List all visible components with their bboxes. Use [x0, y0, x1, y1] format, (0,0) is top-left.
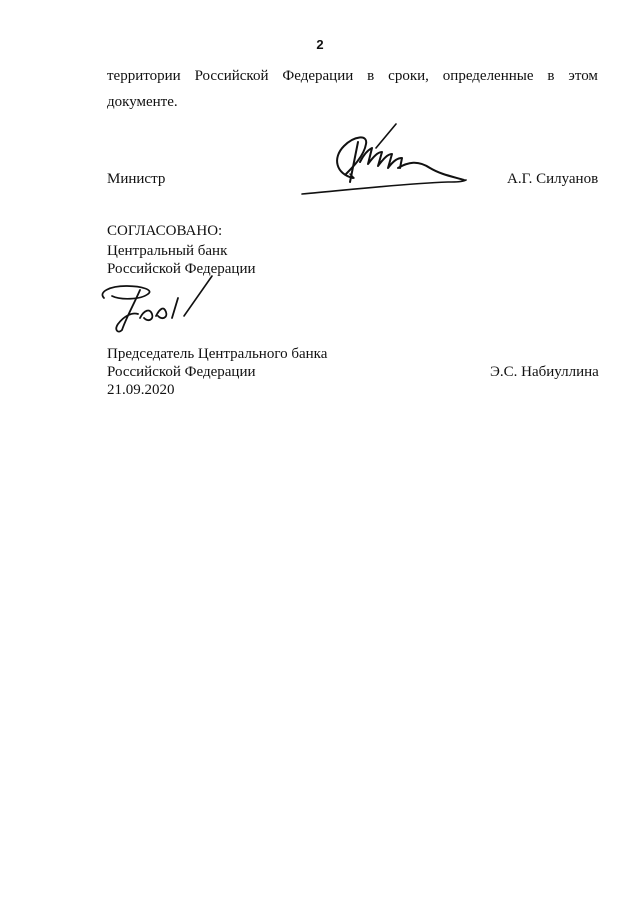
paragraph-word: сроки, — [388, 68, 429, 84]
approval-org-line-2: Российской Федерации — [107, 261, 256, 277]
paragraph-word: территории — [107, 68, 181, 84]
signer-title-line-1: Председатель Центрального банка — [107, 346, 328, 362]
paragraph-line-2: документе. — [107, 94, 178, 110]
paragraph-word: Федерации — [282, 68, 354, 84]
approval-signature — [96, 270, 221, 338]
minister-signature — [298, 118, 473, 200]
approval-org-line-1: Центральный банк — [107, 243, 228, 259]
paragraph-line-1 — [107, 64, 598, 88]
page-number: 2 — [316, 37, 324, 52]
paragraph-word: этом — [568, 68, 598, 84]
minister-name: А.Г. Силуанов — [507, 171, 599, 187]
approval-date: 21.09.2020 — [107, 382, 175, 398]
signer-title-line-2: Российской Федерации — [107, 364, 256, 380]
approval-label: СОГЛАСОВАНО: — [107, 223, 223, 239]
paragraph-word: Российской — [194, 68, 269, 84]
paragraph-word: в — [367, 68, 375, 84]
minister-title: Министр — [107, 171, 166, 187]
signer-name: Э.С. Набиуллина — [490, 364, 599, 380]
paragraph-word: в — [547, 68, 555, 84]
paragraph-word: определенные — [442, 68, 534, 84]
